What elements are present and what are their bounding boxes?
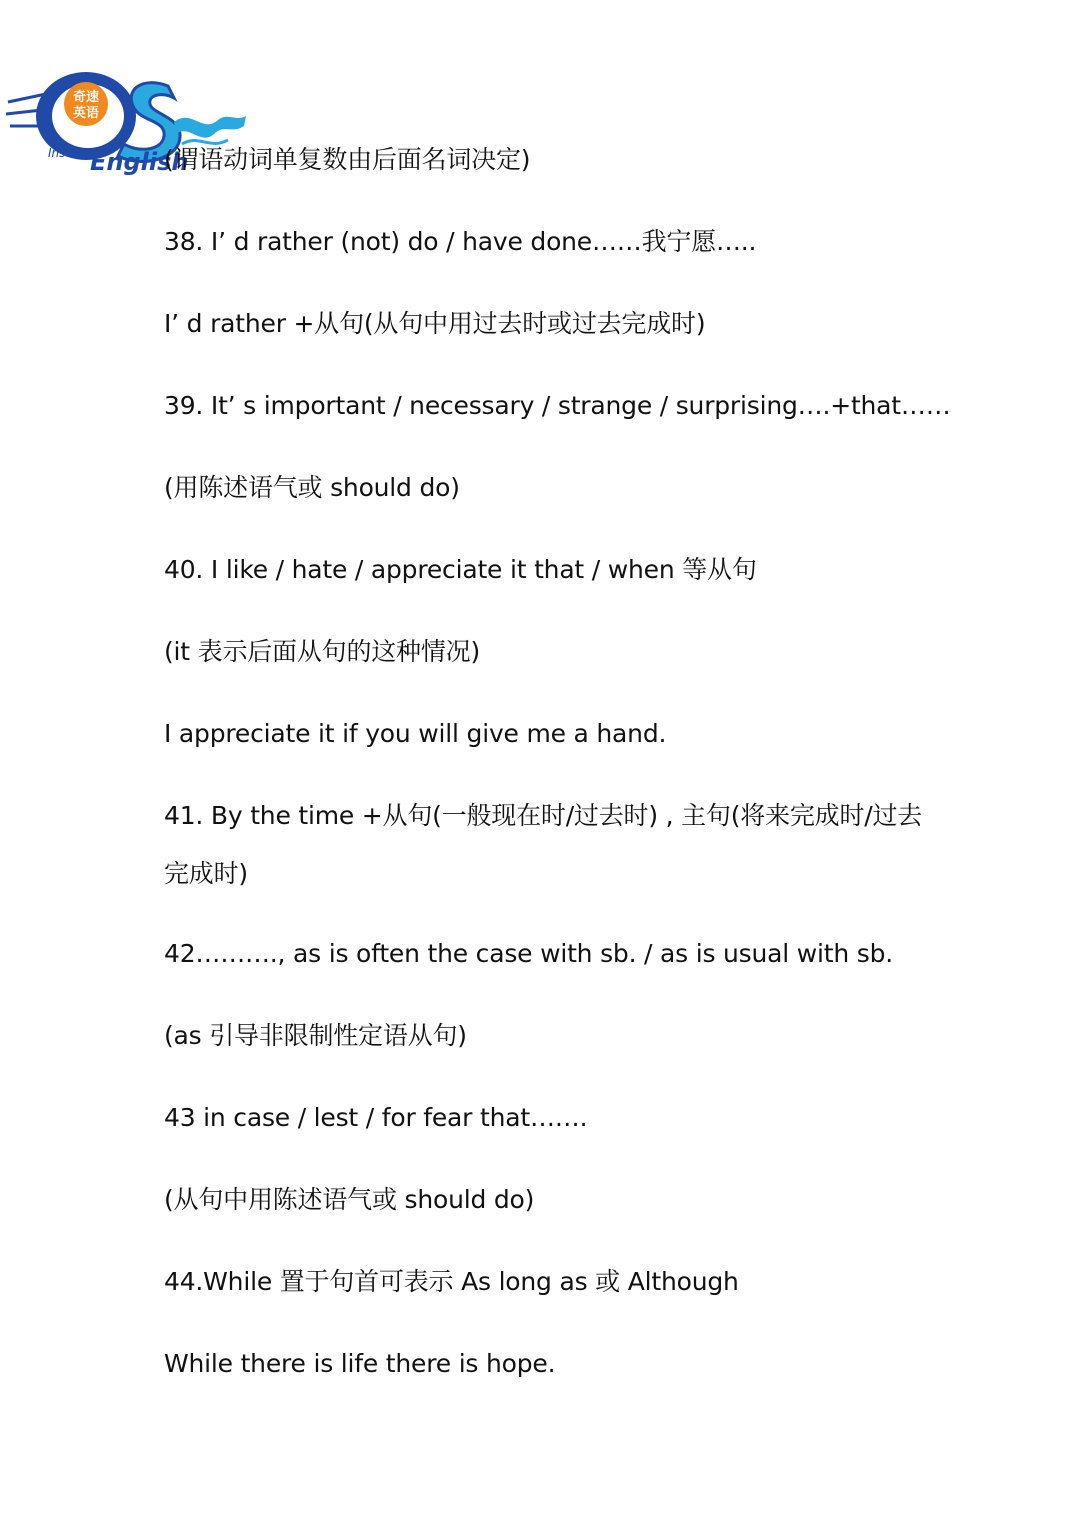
logo-badge-bottom: 英语 (72, 106, 100, 121)
text-line: 39. It’ s important / necessary / strange / surprising….+that…… (164, 391, 951, 420)
text-line: I appreciate it if you will give me a hand. (164, 719, 667, 748)
text-line: 42………., as is often the case with sb. / as is usual with sb. (164, 939, 893, 968)
text-line: 40. I like / hate / appreciate it that / when 等从句 (164, 555, 757, 584)
text-line: (从句中用陈述语气或 should do) (164, 1185, 535, 1214)
logo-brand-small: Instant (48, 146, 90, 160)
text-line: (as 引导非限制性定语从句) (164, 1021, 467, 1050)
text-line: While there is life there is hope. (164, 1349, 556, 1378)
text-line: 38. I’ d rather (not) do / have done……我宁愿….. (164, 227, 757, 256)
logo-badge-top: 奇速 (72, 90, 100, 105)
text-line: 44.While 置于句首可表示 As long as 或 Although (164, 1267, 739, 1296)
text-line: (用陈述语气或 should do) (164, 473, 460, 502)
text-line: I’ d rather +从句(从句中用过去时或过去完成时) (164, 309, 706, 338)
text-line: (谓语动词单复数由后面名词决定) (164, 145, 531, 174)
text-line: 43 in case / lest / for fear that……. (164, 1103, 588, 1132)
logo-brand-large: English (90, 148, 189, 176)
text-line: (it 表示后面从句的这种情况) (164, 637, 481, 666)
text-line: 完成时) (164, 859, 248, 888)
text-line: 41. By the time +从句(一般现在时/过去时) , 主句(将来完成时/过去 (164, 801, 923, 830)
